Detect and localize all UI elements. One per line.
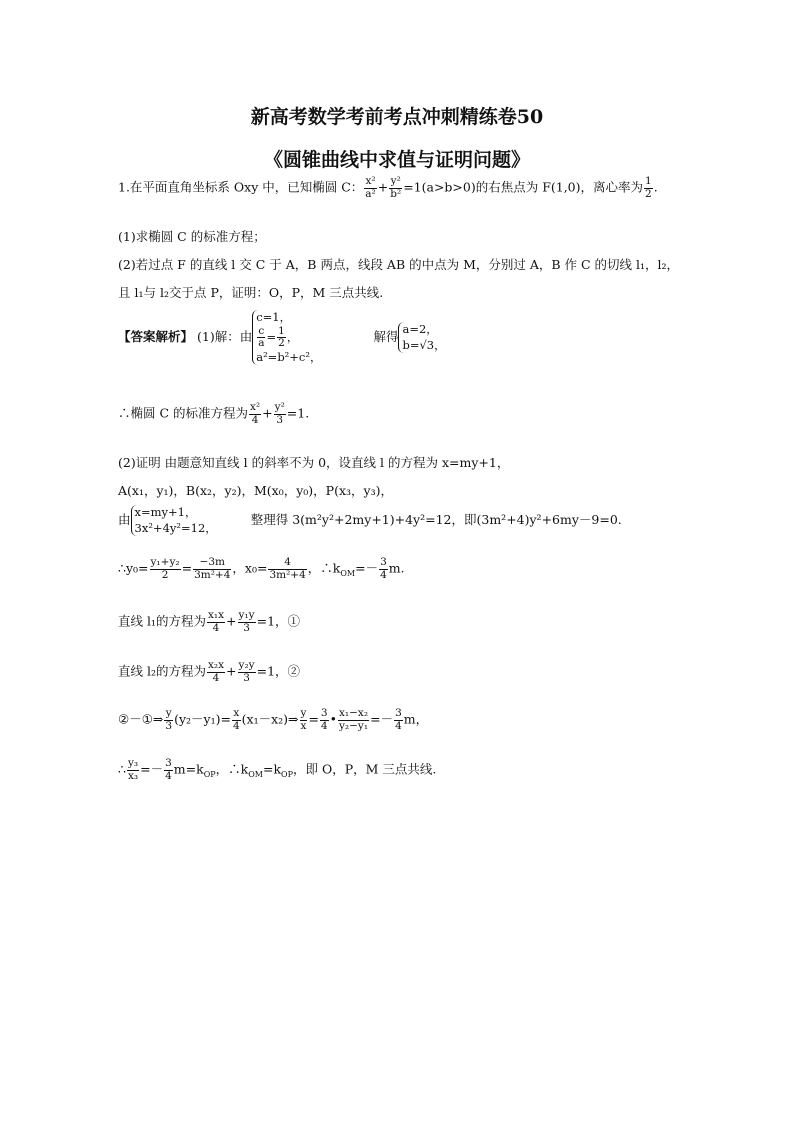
equals-one: =1.: [286, 405, 310, 421]
system-1-row-3: a²=b²+c²，: [256, 349, 322, 364]
you-text: 由: [118, 512, 131, 528]
fraction-y-sum: $\frac{\text{y₁+y₂}}{2}$: [150, 556, 180, 581]
equation-system-2: [398, 322, 445, 353]
solution-part-1: [118, 310, 446, 365]
fraction-y3-x3: $\frac{\text{y₃}}{\text{x₃}}$: [127, 757, 139, 782]
fraction-y2-3: $\frac{\text{y²}}{3}$: [274, 401, 285, 426]
equation-system-1: [252, 310, 321, 365]
fraction-y0-value: $\frac{-3m}{\text{3m²+4}}$: [194, 556, 231, 581]
proof-line-2: A(x₁，y₁)，B(x₂，y₂)，M(x₀，y₀)，P(x₃，y₃)，: [118, 483, 393, 498]
plus-sign: +: [377, 179, 389, 195]
fraction-xdiff-ydiff: $\frac{\text{x₁−x₂}}{\text{y₂−y₁}}$: [338, 707, 369, 732]
conclusion-text: ∴椭圆 C 的标准方程为: [118, 405, 249, 421]
fraction-y-3: $\frac{y}{3}$: [165, 707, 173, 732]
problem-intro-text: 1.在平面直角坐标系 Oxy 中，已知椭圆 C：: [118, 179, 364, 195]
problem-part-1: (1)求椭圆 C 的标准方程；: [118, 229, 266, 244]
tangent-l1-line: 直线 l₁的方程为 $\frac{\text{x₁x}}{4}$ + $\frac{\text{y₁y}}{3}$ =1，①: [118, 609, 301, 634]
fraction-one-half: $\frac{1}{2}$: [278, 324, 285, 350]
period: .: [653, 179, 658, 195]
fraction-c-a: $\frac{c}{a}$: [258, 324, 265, 350]
fraction-x2-4: $\frac{\text{x²}}{4}$: [250, 401, 261, 426]
fraction-x-4: $\frac{x}{4}$: [232, 707, 240, 732]
problem-part-2-line-1: (2)若过点 F 的直线 l 交 C 于 A，B 两点，线段 AB 的中点为 M，分别过 A，B 作 C 的切线 l₁，l₂，: [118, 257, 680, 272]
fraction-y2y-3: $\frac{\text{y₂y}}{3}$: [238, 659, 255, 684]
tangent-l2-line: 直线 l₂的方程为 $\frac{\text{x₂x}}{4}$ + $\frac{\text{y₂y}}{3}$ =1，②: [118, 659, 301, 684]
fraction-3-4: $\frac{3}{4}$: [320, 707, 328, 732]
fraction-x2x-4: $\frac{\text{x₂x}}{4}$: [207, 659, 225, 684]
fraction-3-4-b: $\frac{3}{4}$: [395, 707, 402, 732]
fraction-3-4-c: $\frac{3}{4}$: [165, 757, 172, 782]
fraction-x1x-4: $\frac{\text{x₁x}}{4}$: [207, 609, 225, 634]
problem-part-2-line-2: 且 l₁与 l₂交于点 P，证明：O，P，M 三点共线.: [118, 285, 384, 300]
page-subtitle: 《圆锥曲线中求值与证明问题》: [263, 149, 530, 171]
system-2-row-1: a=2，: [402, 322, 438, 337]
system-3-result: 整理得 3(m²y²+2my+1)+4y²=12，即(3m²+4)y²+6my－9=0.: [250, 512, 622, 528]
system-1-row-2: $\frac{c}{a}$ = $\frac{1}{2}$ ，: [258, 324, 299, 350]
fraction-x2-a2: $\frac{\text{x²}}{\text{a²}}$: [365, 175, 376, 200]
midpoint-formula-line: ∴y₀= $\frac{\text{y₁+y₂}}{2}$ = $\frac{-3m}{\text{3m²+4}}$ ，x₀= $\frac{4}{\text{3m²+4}}$ ，$\therefore k_{OM}=-$ $\frac{3}{4}$ m.: [118, 556, 405, 581]
fraction-y-x: $\frac{y}{x}$: [300, 707, 307, 732]
problem-intro: [118, 176, 658, 200]
system-3-row-1: x=my+1，: [134, 505, 197, 519]
solution-1-prefix: (1)解：由: [197, 329, 253, 345]
fraction-three-quarters: $\frac{3}{4}$: [380, 556, 387, 581]
fraction-y2-b2: $\frac{\text{y²}}{\text{b²}}$: [390, 175, 402, 200]
plus-sign: +: [262, 405, 273, 421]
system-3-row-2: 3x²+4y²=12，: [134, 520, 217, 535]
answer-label: 【答案解析】: [118, 329, 194, 345]
fraction-x0-value: $\frac{4}{\text{3m²+4}}$: [269, 556, 306, 581]
system-2-row-2: b=√3，: [402, 337, 446, 352]
page-title: 新高考数学考前考点冲刺精练卷50: [250, 106, 544, 128]
solution-1-conclusion: [118, 402, 309, 426]
fraction-y1y-3: $\frac{\text{y₁y}}{3}$: [238, 609, 255, 634]
solution-1-mid: 解得: [373, 329, 399, 345]
subtraction-line: ②－①⇒ $\frac{y}{3}$ (y₂－y₁)= $\frac{x}{4}$ (x₁－x₂)⇒ $\frac{y}{x}$ = $\frac{3}{4}$ • $\frac{\text{x₁−x₂}}{\text{y₂−y₁}}$ =－ $\frac{3}{4}$ m，: [118, 707, 429, 732]
proof-system-line: [118, 505, 622, 536]
system-1-row-1: c=1，: [256, 310, 292, 324]
equation-system-3: [131, 505, 217, 536]
problem-intro-text-2: =1(a>b>0)的右焦点为 F(1,0)，离心率为: [403, 179, 644, 195]
final-conclusion-line: ∴ $\frac{\text{y₃}}{\text{x₃}}$ =－ $\frac{3}{4}$ $m=k_{OP}$，$\therefore k_{OM}=k_{OP}$，即 O，P，M 三点共线.: [118, 757, 437, 782]
proof-line-1: (2)证明 由题意知直线 l 的斜率不为 0，设直线 l 的方程为 x=my+1，: [118, 455, 510, 470]
fraction-eccentricity: $\frac{1}{2}$: [645, 175, 652, 200]
